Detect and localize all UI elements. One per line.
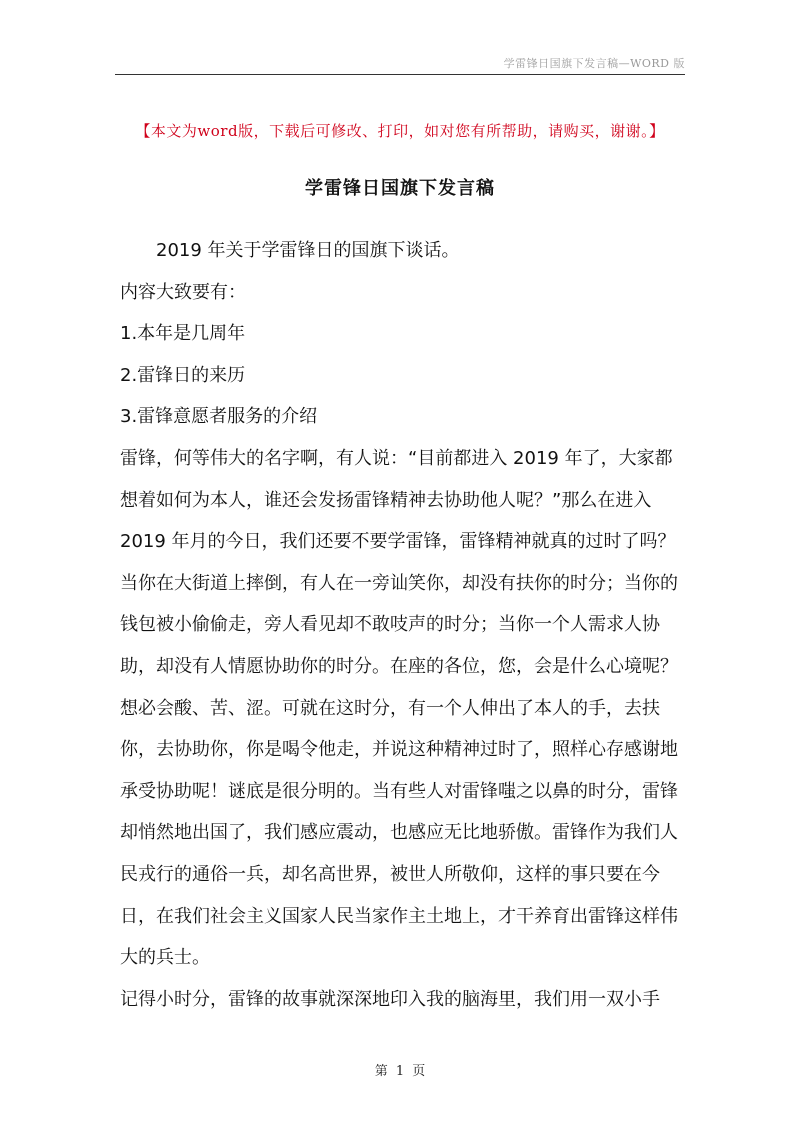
page-header-title: 学雷锋日国旗下发言稿—WORD 版 xyxy=(503,57,685,70)
body-paragraph: 雷锋，何等伟大的名字啊，有人说：“目前都进入 2019 年了，大家都想着如何为本人，谁还会发扬雷锋精神去协助他人呢？”那么在进入 2019 年月的今日，我们还要不要学雷锋，雷锋精神就真的过时了吗？当你在大街道上摔倒，有人在一旁讪笑你，却没有扶你的时分；当你的钱包被小偷偷走，旁人看见却不敢吱声的时分；当你一个人需求人协助，却没有人情愿协助你的时分。在座的各位，您，会是什么心境呢？想必会酸、苦、涩。可就在这时分，有一个人伸出了本人的手，去扶你，去协助你，你是喝令他走，并说这种精神过时了，照样心存感谢地承受协助呢！谜底是很分明的。当有些人对雷锋嗤之以鼻的时分，雷锋却悄然地出国了，我们感应震动，也感应无比地骄傲。雷锋作为我们人民戎行的通俗一兵，却名高世界，被世人所敬仰，这样的事只要在今日，在我们社会主义国家人民当家作主土地上，才干养育出雷锋这样伟大的兵士。 xyxy=(120,447,678,969)
body-paragraph-continued: 记得小时分，雷锋的故事就深深地印入我的脑海里，我们用一双小手 xyxy=(120,988,660,1010)
purchase-notice: 【本文为word版，下载后可修改、打印，如对您有所帮助，请购买，谢谢。】 xyxy=(135,122,665,140)
outline-item-2: 2.雷锋日的来历 xyxy=(120,364,246,386)
intro-paragraph: 2019 年关于学雷锋日的国旗下谈话。 xyxy=(156,240,460,261)
document-title: 学雷锋日国旗下发言稿 xyxy=(305,178,495,199)
outline-heading: 内容大致要有： xyxy=(120,281,246,303)
outline-item-3: 3.雷锋意愿者服务的介绍 xyxy=(120,406,318,428)
header-divider xyxy=(115,74,685,75)
outline-item-1: 1.本年是几周年 xyxy=(120,323,246,345)
page-number: 第 1 页 xyxy=(374,1064,426,1079)
document-body xyxy=(120,230,686,1020)
